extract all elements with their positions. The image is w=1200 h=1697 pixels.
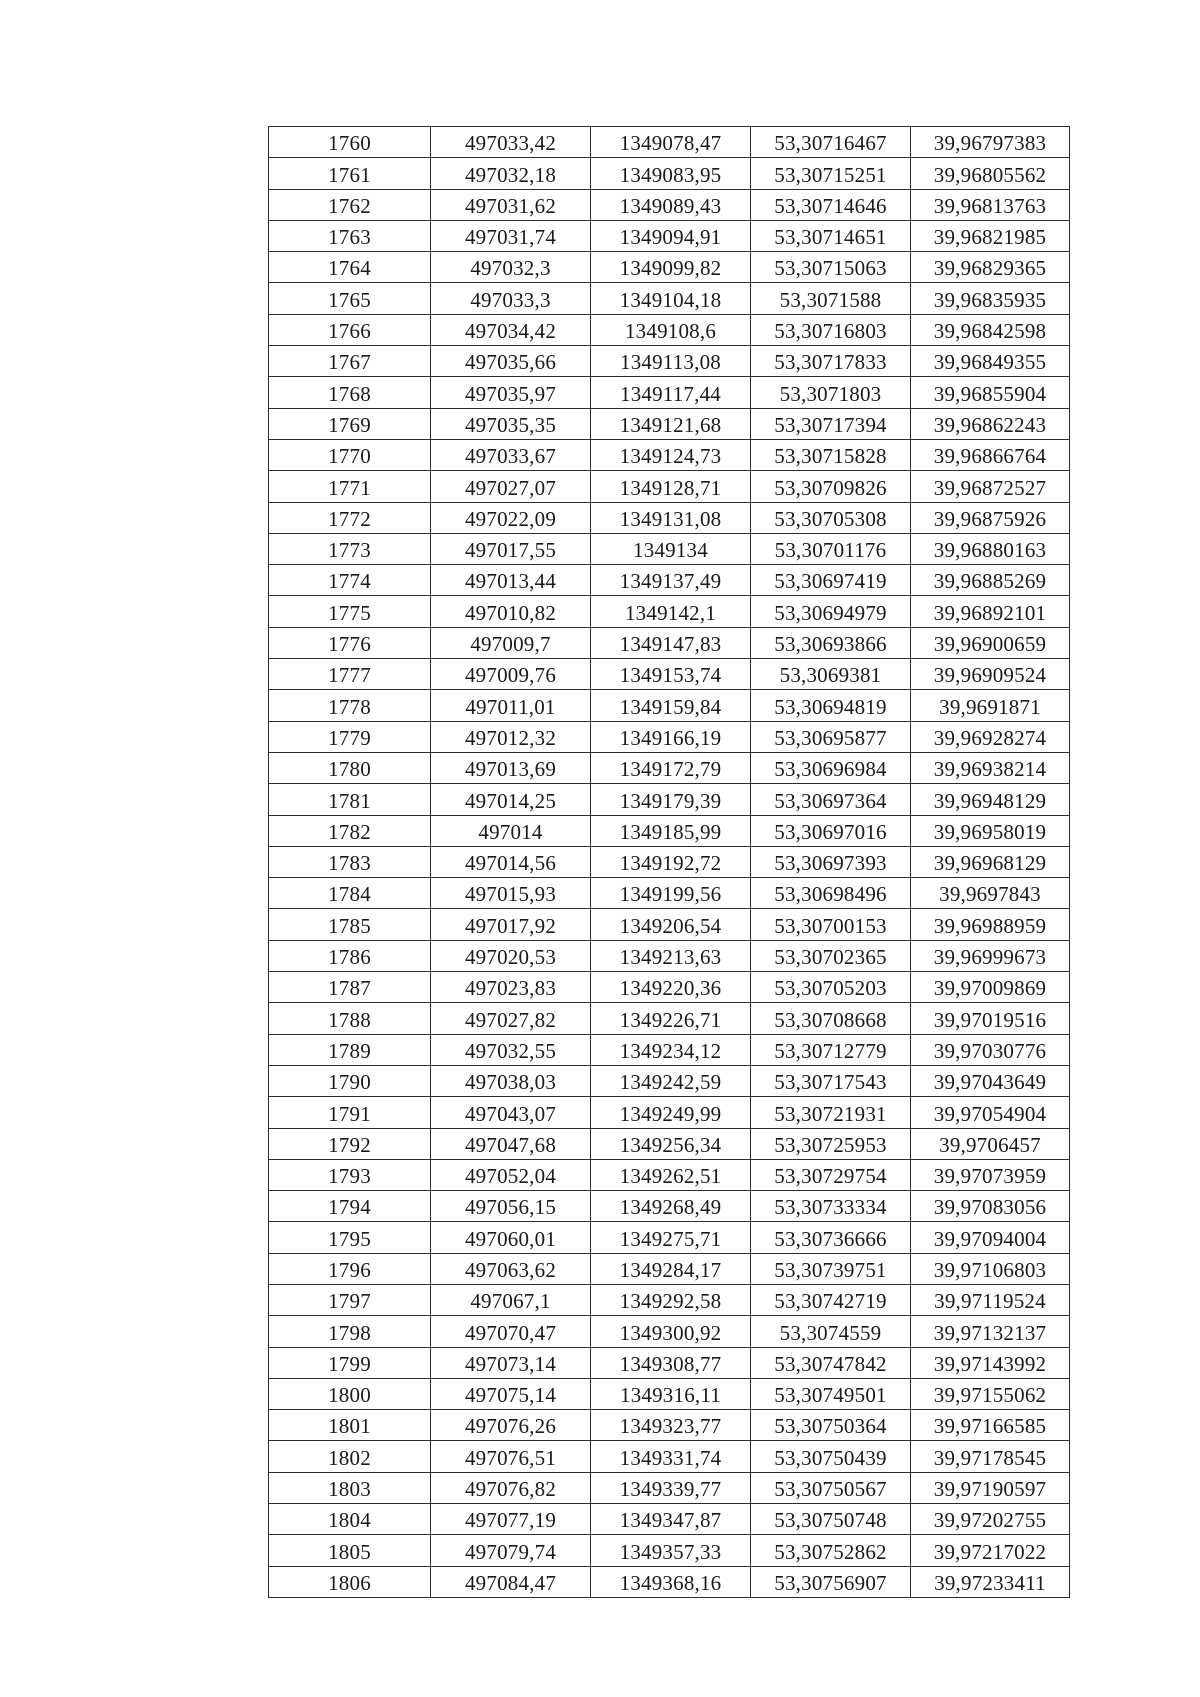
x-coordinate-cell: 497070,47 — [431, 1316, 591, 1347]
x-coordinate-cell: 497035,35 — [431, 408, 591, 439]
y-coordinate-cell: 1349113,08 — [591, 346, 751, 377]
coordinates-table — [268, 126, 1070, 1598]
y-coordinate-cell: 1349179,39 — [591, 784, 751, 815]
table-row — [269, 283, 1070, 314]
longitude-cell: 39,96892101 — [911, 596, 1070, 627]
longitude-cell: 39,96928274 — [911, 721, 1070, 752]
latitude-cell: 53,30716467 — [751, 127, 911, 158]
latitude-cell: 53,30750439 — [751, 1441, 911, 1472]
point-number-cell: 1801 — [269, 1410, 431, 1441]
table-row — [269, 940, 1070, 971]
longitude-cell: 39,96829365 — [911, 252, 1070, 283]
latitude-cell: 53,30733334 — [751, 1191, 911, 1222]
y-coordinate-cell: 1349147,83 — [591, 627, 751, 658]
point-number-cell: 1775 — [269, 596, 431, 627]
latitude-cell: 53,30742719 — [751, 1284, 911, 1315]
y-coordinate-cell: 1349128,71 — [591, 471, 751, 502]
table-row — [269, 1128, 1070, 1159]
y-coordinate-cell: 1349104,18 — [591, 283, 751, 314]
latitude-cell: 53,30729754 — [751, 1159, 911, 1190]
longitude-cell: 39,97073959 — [911, 1159, 1070, 1190]
point-number-cell: 1798 — [269, 1316, 431, 1347]
longitude-cell: 39,96999673 — [911, 940, 1070, 971]
table-row — [269, 408, 1070, 439]
x-coordinate-cell: 497063,62 — [431, 1253, 591, 1284]
point-number-cell: 1765 — [269, 283, 431, 314]
y-coordinate-cell: 1349308,77 — [591, 1347, 751, 1378]
table-row — [269, 972, 1070, 1003]
y-coordinate-cell: 1349249,99 — [591, 1097, 751, 1128]
x-coordinate-cell: 497031,74 — [431, 220, 591, 251]
y-coordinate-cell: 1349300,92 — [591, 1316, 751, 1347]
table-row — [269, 1378, 1070, 1409]
table-row — [269, 533, 1070, 564]
x-coordinate-cell: 497077,19 — [431, 1504, 591, 1535]
table-row — [269, 1253, 1070, 1284]
latitude-cell: 53,30736666 — [751, 1222, 911, 1253]
longitude-cell: 39,96968129 — [911, 846, 1070, 877]
y-coordinate-cell: 1349292,58 — [591, 1284, 751, 1315]
latitude-cell: 53,30715063 — [751, 252, 911, 283]
y-coordinate-cell: 1349078,47 — [591, 127, 751, 158]
x-coordinate-cell: 497027,07 — [431, 471, 591, 502]
y-coordinate-cell: 1349108,6 — [591, 314, 751, 345]
longitude-cell: 39,96842598 — [911, 314, 1070, 345]
latitude-cell: 53,30709826 — [751, 471, 911, 502]
y-coordinate-cell: 1349166,19 — [591, 721, 751, 752]
longitude-cell: 39,96805562 — [911, 158, 1070, 189]
x-coordinate-cell: 497013,69 — [431, 752, 591, 783]
table-row — [269, 690, 1070, 721]
x-coordinate-cell: 497031,62 — [431, 189, 591, 220]
longitude-cell: 39,97190597 — [911, 1472, 1070, 1503]
longitude-cell: 39,96988959 — [911, 909, 1070, 940]
x-coordinate-cell: 497010,82 — [431, 596, 591, 627]
longitude-cell: 39,96909524 — [911, 659, 1070, 690]
table-row — [269, 909, 1070, 940]
table-row — [269, 846, 1070, 877]
latitude-cell: 53,30750567 — [751, 1472, 911, 1503]
x-coordinate-cell: 497027,82 — [431, 1003, 591, 1034]
table-row — [269, 752, 1070, 783]
longitude-cell: 39,97166585 — [911, 1410, 1070, 1441]
point-number-cell: 1794 — [269, 1191, 431, 1222]
x-coordinate-cell: 497013,44 — [431, 565, 591, 596]
longitude-cell: 39,97217022 — [911, 1535, 1070, 1566]
latitude-cell: 53,30708668 — [751, 1003, 911, 1034]
table-row — [269, 1065, 1070, 1096]
table-row — [269, 1284, 1070, 1315]
longitude-cell: 39,9706457 — [911, 1128, 1070, 1159]
latitude-cell: 53,30695877 — [751, 721, 911, 752]
table-row — [269, 596, 1070, 627]
y-coordinate-cell: 1349206,54 — [591, 909, 751, 940]
x-coordinate-cell: 497067,1 — [431, 1284, 591, 1315]
latitude-cell: 53,30717543 — [751, 1065, 911, 1096]
table-row — [269, 784, 1070, 815]
latitude-cell: 53,30716803 — [751, 314, 911, 345]
x-coordinate-cell: 497056,15 — [431, 1191, 591, 1222]
point-number-cell: 1804 — [269, 1504, 431, 1535]
table-row — [269, 1472, 1070, 1503]
point-number-cell: 1770 — [269, 439, 431, 470]
x-coordinate-cell: 497014,25 — [431, 784, 591, 815]
point-number-cell: 1767 — [269, 346, 431, 377]
y-coordinate-cell: 1349083,95 — [591, 158, 751, 189]
x-coordinate-cell: 497035,66 — [431, 346, 591, 377]
longitude-cell: 39,97106803 — [911, 1253, 1070, 1284]
longitude-cell: 39,97043649 — [911, 1065, 1070, 1096]
latitude-cell: 53,30693866 — [751, 627, 911, 658]
latitude-cell: 53,30700153 — [751, 909, 911, 940]
y-coordinate-cell: 1349137,49 — [591, 565, 751, 596]
point-number-cell: 1781 — [269, 784, 431, 815]
point-number-cell: 1764 — [269, 252, 431, 283]
table-row — [269, 1097, 1070, 1128]
latitude-cell: 53,30697364 — [751, 784, 911, 815]
y-coordinate-cell: 1349159,84 — [591, 690, 751, 721]
y-coordinate-cell: 1349131,08 — [591, 502, 751, 533]
longitude-cell: 39,97030776 — [911, 1034, 1070, 1065]
longitude-cell: 39,96875926 — [911, 502, 1070, 533]
latitude-cell: 53,30697393 — [751, 846, 911, 877]
latitude-cell: 53,30717833 — [751, 346, 911, 377]
x-coordinate-cell: 497075,14 — [431, 1378, 591, 1409]
table-row — [269, 1159, 1070, 1190]
y-coordinate-cell: 1349192,72 — [591, 846, 751, 877]
longitude-cell: 39,96938214 — [911, 752, 1070, 783]
x-coordinate-cell: 497052,04 — [431, 1159, 591, 1190]
point-number-cell: 1802 — [269, 1441, 431, 1472]
latitude-cell: 53,30725953 — [751, 1128, 911, 1159]
y-coordinate-cell: 1349323,77 — [591, 1410, 751, 1441]
y-coordinate-cell: 1349213,63 — [591, 940, 751, 971]
table-row — [269, 1034, 1070, 1065]
longitude-cell: 39,96900659 — [911, 627, 1070, 658]
y-coordinate-cell: 1349121,68 — [591, 408, 751, 439]
latitude-cell: 53,30750364 — [751, 1410, 911, 1441]
longitude-cell: 39,97094004 — [911, 1222, 1070, 1253]
longitude-cell: 39,96885269 — [911, 565, 1070, 596]
x-coordinate-cell: 497035,97 — [431, 377, 591, 408]
table-row — [269, 1566, 1070, 1597]
longitude-cell: 39,97083056 — [911, 1191, 1070, 1222]
latitude-cell: 53,30747842 — [751, 1347, 911, 1378]
point-number-cell: 1768 — [269, 377, 431, 408]
y-coordinate-cell: 1349124,73 — [591, 439, 751, 470]
table-row — [269, 565, 1070, 596]
x-coordinate-cell: 497047,68 — [431, 1128, 591, 1159]
point-number-cell: 1805 — [269, 1535, 431, 1566]
longitude-cell: 39,97233411 — [911, 1566, 1070, 1597]
point-number-cell: 1766 — [269, 314, 431, 345]
y-coordinate-cell: 1349172,79 — [591, 752, 751, 783]
point-number-cell: 1795 — [269, 1222, 431, 1253]
table-row — [269, 627, 1070, 658]
y-coordinate-cell: 1349089,43 — [591, 189, 751, 220]
latitude-cell: 53,30756907 — [751, 1566, 911, 1597]
y-coordinate-cell: 1349134 — [591, 533, 751, 564]
x-coordinate-cell: 497043,07 — [431, 1097, 591, 1128]
y-coordinate-cell: 1349357,33 — [591, 1535, 751, 1566]
table-row — [269, 346, 1070, 377]
point-number-cell: 1782 — [269, 815, 431, 846]
latitude-cell: 53,3074559 — [751, 1316, 911, 1347]
longitude-cell: 39,96958019 — [911, 815, 1070, 846]
point-number-cell: 1762 — [269, 189, 431, 220]
y-coordinate-cell: 1349316,11 — [591, 1378, 751, 1409]
point-number-cell: 1776 — [269, 627, 431, 658]
longitude-cell: 39,97054904 — [911, 1097, 1070, 1128]
x-coordinate-cell: 497038,03 — [431, 1065, 591, 1096]
x-coordinate-cell: 497032,3 — [431, 252, 591, 283]
x-coordinate-cell: 497022,09 — [431, 502, 591, 533]
y-coordinate-cell: 1349142,1 — [591, 596, 751, 627]
point-number-cell: 1806 — [269, 1566, 431, 1597]
longitude-cell: 39,96849355 — [911, 346, 1070, 377]
point-number-cell: 1763 — [269, 220, 431, 251]
x-coordinate-cell: 497011,01 — [431, 690, 591, 721]
longitude-cell: 39,96821985 — [911, 220, 1070, 251]
latitude-cell: 53,30714646 — [751, 189, 911, 220]
x-coordinate-cell: 497014,56 — [431, 846, 591, 877]
point-number-cell: 1800 — [269, 1378, 431, 1409]
longitude-cell: 39,96866764 — [911, 439, 1070, 470]
latitude-cell: 53,30697419 — [751, 565, 911, 596]
latitude-cell: 53,30697016 — [751, 815, 911, 846]
y-coordinate-cell: 1349331,74 — [591, 1441, 751, 1472]
table-row — [269, 158, 1070, 189]
x-coordinate-cell: 497076,26 — [431, 1410, 591, 1441]
latitude-cell: 53,30701176 — [751, 533, 911, 564]
x-coordinate-cell: 497012,32 — [431, 721, 591, 752]
x-coordinate-cell: 497020,53 — [431, 940, 591, 971]
x-coordinate-cell: 497073,14 — [431, 1347, 591, 1378]
point-number-cell: 1778 — [269, 690, 431, 721]
table-row — [269, 878, 1070, 909]
point-number-cell: 1760 — [269, 127, 431, 158]
longitude-cell: 39,96948129 — [911, 784, 1070, 815]
table-row — [269, 1410, 1070, 1441]
table-row — [269, 721, 1070, 752]
table-row — [269, 815, 1070, 846]
table-row — [269, 1347, 1070, 1378]
longitude-cell: 39,96797383 — [911, 127, 1070, 158]
longitude-cell: 39,9691871 — [911, 690, 1070, 721]
x-coordinate-cell: 497015,93 — [431, 878, 591, 909]
point-number-cell: 1783 — [269, 846, 431, 877]
y-coordinate-cell: 1349284,17 — [591, 1253, 751, 1284]
table-row — [269, 220, 1070, 251]
table-row — [269, 377, 1070, 408]
x-coordinate-cell: 497032,55 — [431, 1034, 591, 1065]
x-coordinate-cell: 497084,47 — [431, 1566, 591, 1597]
point-number-cell: 1790 — [269, 1065, 431, 1096]
table-row — [269, 471, 1070, 502]
latitude-cell: 53,30694819 — [751, 690, 911, 721]
table-row — [269, 1535, 1070, 1566]
x-coordinate-cell: 497017,55 — [431, 533, 591, 564]
point-number-cell: 1773 — [269, 533, 431, 564]
longitude-cell: 39,9697843 — [911, 878, 1070, 909]
table-row — [269, 439, 1070, 470]
point-number-cell: 1792 — [269, 1128, 431, 1159]
table-row — [269, 1222, 1070, 1253]
point-number-cell: 1761 — [269, 158, 431, 189]
x-coordinate-cell: 497014 — [431, 815, 591, 846]
table-row — [269, 659, 1070, 690]
point-number-cell: 1780 — [269, 752, 431, 783]
longitude-cell: 39,97132137 — [911, 1316, 1070, 1347]
x-coordinate-cell: 497079,74 — [431, 1535, 591, 1566]
latitude-cell: 53,3071803 — [751, 377, 911, 408]
x-coordinate-cell: 497060,01 — [431, 1222, 591, 1253]
point-number-cell: 1793 — [269, 1159, 431, 1190]
x-coordinate-cell: 497032,18 — [431, 158, 591, 189]
point-number-cell: 1789 — [269, 1034, 431, 1065]
table-row — [269, 127, 1070, 158]
table-row — [269, 1191, 1070, 1222]
y-coordinate-cell: 1349220,36 — [591, 972, 751, 1003]
latitude-cell: 53,30715251 — [751, 158, 911, 189]
x-coordinate-cell: 497076,82 — [431, 1472, 591, 1503]
table-row — [269, 1316, 1070, 1347]
y-coordinate-cell: 1349262,51 — [591, 1159, 751, 1190]
x-coordinate-cell: 497033,3 — [431, 283, 591, 314]
point-number-cell: 1769 — [269, 408, 431, 439]
longitude-cell: 39,97155062 — [911, 1378, 1070, 1409]
point-number-cell: 1796 — [269, 1253, 431, 1284]
x-coordinate-cell: 497009,7 — [431, 627, 591, 658]
point-number-cell: 1784 — [269, 878, 431, 909]
x-coordinate-cell: 497009,76 — [431, 659, 591, 690]
point-number-cell: 1774 — [269, 565, 431, 596]
y-coordinate-cell: 1349242,59 — [591, 1065, 751, 1096]
longitude-cell: 39,96880163 — [911, 533, 1070, 564]
point-number-cell: 1799 — [269, 1347, 431, 1378]
latitude-cell: 53,30694979 — [751, 596, 911, 627]
latitude-cell: 53,30717394 — [751, 408, 911, 439]
latitude-cell: 53,30712779 — [751, 1034, 911, 1065]
x-coordinate-cell: 497023,83 — [431, 972, 591, 1003]
y-coordinate-cell: 1349268,49 — [591, 1191, 751, 1222]
point-number-cell: 1791 — [269, 1097, 431, 1128]
latitude-cell: 53,30715828 — [751, 439, 911, 470]
point-number-cell: 1803 — [269, 1472, 431, 1503]
longitude-cell: 39,97019516 — [911, 1003, 1070, 1034]
latitude-cell: 53,30752862 — [751, 1535, 911, 1566]
latitude-cell: 53,3069381 — [751, 659, 911, 690]
latitude-cell: 53,30721931 — [751, 1097, 911, 1128]
x-coordinate-cell: 497033,67 — [431, 439, 591, 470]
point-number-cell: 1772 — [269, 502, 431, 533]
longitude-cell: 39,97119524 — [911, 1284, 1070, 1315]
y-coordinate-cell: 1349368,16 — [591, 1566, 751, 1597]
latitude-cell: 53,30750748 — [751, 1504, 911, 1535]
y-coordinate-cell: 1349226,71 — [591, 1003, 751, 1034]
latitude-cell: 53,30705308 — [751, 502, 911, 533]
latitude-cell: 53,30714651 — [751, 220, 911, 251]
longitude-cell: 39,96855904 — [911, 377, 1070, 408]
y-coordinate-cell: 1349117,44 — [591, 377, 751, 408]
point-number-cell: 1771 — [269, 471, 431, 502]
point-number-cell: 1788 — [269, 1003, 431, 1034]
y-coordinate-cell: 1349099,82 — [591, 252, 751, 283]
y-coordinate-cell: 1349256,34 — [591, 1128, 751, 1159]
table-row — [269, 252, 1070, 283]
coordinates-table-body — [269, 127, 1070, 1598]
latitude-cell: 53,30696984 — [751, 752, 911, 783]
point-number-cell: 1779 — [269, 721, 431, 752]
latitude-cell: 53,3071588 — [751, 283, 911, 314]
x-coordinate-cell: 497017,92 — [431, 909, 591, 940]
latitude-cell: 53,30705203 — [751, 972, 911, 1003]
table-row — [269, 1504, 1070, 1535]
point-number-cell: 1787 — [269, 972, 431, 1003]
latitude-cell: 53,30739751 — [751, 1253, 911, 1284]
y-coordinate-cell: 1349347,87 — [591, 1504, 751, 1535]
table-row — [269, 189, 1070, 220]
y-coordinate-cell: 1349153,74 — [591, 659, 751, 690]
longitude-cell: 39,97143992 — [911, 1347, 1070, 1378]
latitude-cell: 53,30749501 — [751, 1378, 911, 1409]
y-coordinate-cell: 1349275,71 — [591, 1222, 751, 1253]
point-number-cell: 1797 — [269, 1284, 431, 1315]
longitude-cell: 39,96872527 — [911, 471, 1070, 502]
point-number-cell: 1786 — [269, 940, 431, 971]
longitude-cell: 39,96835935 — [911, 283, 1070, 314]
table-row — [269, 314, 1070, 345]
y-coordinate-cell: 1349185,99 — [591, 815, 751, 846]
latitude-cell: 53,30698496 — [751, 878, 911, 909]
y-coordinate-cell: 1349199,56 — [591, 878, 751, 909]
longitude-cell: 39,97202755 — [911, 1504, 1070, 1535]
point-number-cell: 1777 — [269, 659, 431, 690]
x-coordinate-cell: 497033,42 — [431, 127, 591, 158]
y-coordinate-cell: 1349339,77 — [591, 1472, 751, 1503]
y-coordinate-cell: 1349234,12 — [591, 1034, 751, 1065]
table-row — [269, 1003, 1070, 1034]
longitude-cell: 39,97178545 — [911, 1441, 1070, 1472]
point-number-cell: 1785 — [269, 909, 431, 940]
longitude-cell: 39,96813763 — [911, 189, 1070, 220]
x-coordinate-cell: 497034,42 — [431, 314, 591, 345]
longitude-cell: 39,96862243 — [911, 408, 1070, 439]
longitude-cell: 39,97009869 — [911, 972, 1070, 1003]
latitude-cell: 53,30702365 — [751, 940, 911, 971]
y-coordinate-cell: 1349094,91 — [591, 220, 751, 251]
table-row — [269, 1441, 1070, 1472]
table-row — [269, 502, 1070, 533]
x-coordinate-cell: 497076,51 — [431, 1441, 591, 1472]
